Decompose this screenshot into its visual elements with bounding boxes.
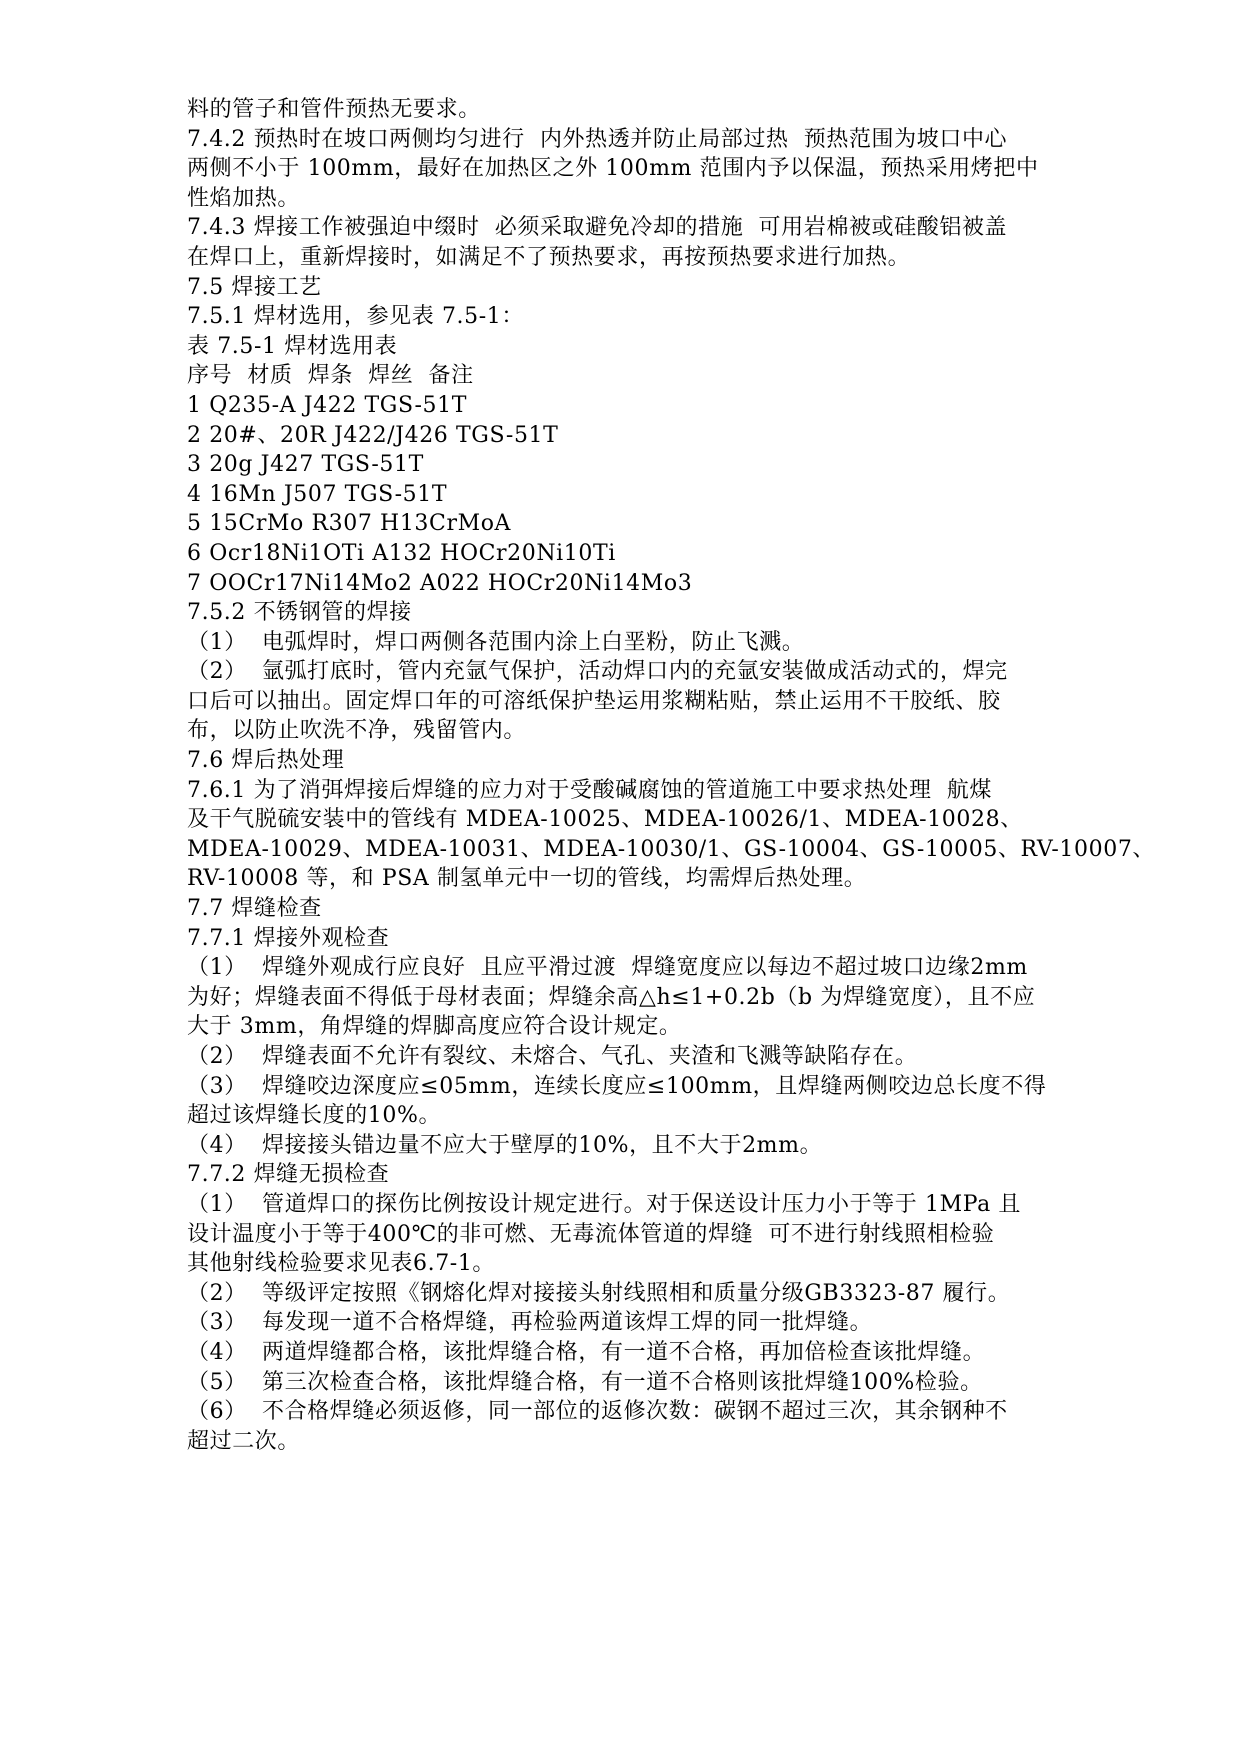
text-line: （6） 不合格焊缝必须返修，同一部位的返修次数：碳钢不超过三次，其余钢种不 (187, 1399, 1008, 1425)
text-line: 序号 材质 焊条 焊丝 备注 (187, 363, 474, 389)
text-line: 7.6 焊后热处理 (187, 748, 345, 774)
text-line: 1 Q235-A J422 TGS-51T (187, 392, 467, 418)
text-line: （4） 焊接接头错边量不应大于壁厚的10%，且不大于2mm。 (187, 1132, 823, 1158)
text-line: 7.6.1 为了消弭焊接后焊缝的应力对于受酸碱腐蚀的管道施工中要求热处理 航煤 (187, 777, 992, 803)
text-line: 7.5.2 不锈钢管的焊接 (187, 600, 412, 626)
text-line: 7.7.2 焊缝无损检查 (187, 1162, 390, 1188)
text-line: 两侧不小于 100mm，最好在加热区之外 100mm 范围内予以保温，预热采用烤把中 (187, 156, 1039, 182)
text-line: 及干气脱硫安装中的管线有 MDEA-10025、MDEA-10026/1、MDEA-10028、 (187, 807, 1023, 833)
text-line: 料的管子和管件预热无要求。 (187, 97, 481, 122)
text-line: （5） 第三次检查合格，该批焊缝合格，有一道不合格则该批焊缝100%检验。 (187, 1369, 983, 1395)
text-line: 表 7.5-1 焊材选用表 (187, 333, 398, 359)
text-line: （3） 焊缝咬边深度应≤05mm，连续长度应≤100mm，且焊缝两侧咬边总长度不得 (187, 1073, 1047, 1099)
text-line: 口后可以抽出。固定焊口年的可溶纸保护垫运用浆糊粘贴，禁止运用不干胶纸、胶 (187, 688, 1001, 714)
text-line: 7.7 焊缝检查 (187, 896, 322, 922)
text-line: 其他射线检验要求见表6.7-1。 (187, 1251, 496, 1277)
text-line: 为好；焊缝表面不得低于母材表面；焊缝余高△h≤1+0.2b（b 为焊缝宽度），且不应 (187, 984, 1036, 1010)
text-line: （3） 每发现一道不合格焊缝，再检验两道该焊工焊的同一批焊缝。 (187, 1310, 873, 1336)
text-line: 7.4.2 预热时在坡口两侧均匀进行 内外热透并防止局部过热 预热范围为坡口中心 (187, 126, 1008, 152)
text-line: 设计温度小于等于400℃的非可燃、无毒流体管道的焊缝 可不进行射线照相检验 (187, 1221, 995, 1247)
text-line: 布，以防止吹洗不净，残留管内。 (187, 718, 527, 744)
text-line: 2 20#、20R J422/J426 TGS-51T (187, 422, 559, 448)
text-line: 超过该焊缝长度的10%。 (187, 1103, 442, 1129)
text-line: 7.5 焊接工艺 (187, 274, 322, 300)
text-line: 5 15CrMo R307 H13CrMoA (187, 511, 512, 537)
text-line: 6 Ocr18Ni1OTi A132 HOCr20Ni10Ti (187, 540, 616, 566)
text-line: （1） 电弧焊时，焊口两侧各范围内涂上白垩粉，防止飞溅。 (187, 629, 805, 655)
text-line: 4 16Mn J507 TGS-51T (187, 481, 448, 507)
text-line: 超过二次。 (187, 1428, 301, 1454)
text-line: 大于 3mm，角焊缝的焊脚高度应符合设计规定。 (187, 1014, 682, 1040)
text-line: 7.4.3 焊接工作被强迫中缀时 必须采取避免冷却的措施 可用岩棉被或硅酸铝被盖 (187, 215, 1008, 241)
text-line: （4） 两道焊缝都合格，该批焊缝合格，有一道不合格，再加倍检查该批焊缝。 (187, 1339, 986, 1365)
text-line: MDEA-10029、MDEA-10031、MDEA-10030/1、GS-10004、GS-10005、RV-10007、 (187, 836, 1156, 862)
text-line: （1） 管道焊口的探伤比例按设计规定进行。对于保送设计压力小于等于 1MPa 且 (187, 1191, 1022, 1217)
text-line: 7.7.1 焊接外观检查 (187, 925, 390, 951)
text-line: 7 OOCr17Ni14Mo2 A022 HOCr20Ni14Mo3 (187, 570, 693, 596)
text-line: （2） 等级评定按照《钢熔化焊对接接头射线照相和质量分级GB3323-87 履行。 (187, 1280, 1011, 1306)
text-line: 3 20g J427 TGS-51T (187, 452, 424, 478)
text-line: 性焰加热。 (187, 185, 301, 211)
text-line: 在焊口上，重新焊接时，如满足不了预热要求，再按预热要求进行加热。 (187, 244, 911, 270)
text-line: RV-10008 等，和 PSA 制氢单元中一切的管线，均需焊后热处理。 (187, 866, 867, 892)
text-line: （2） 氩弧打底时，管内充氩气保护，活动焊口内的充氩安装做成活动式的，焊完 (187, 659, 1008, 685)
document-body (187, 95, 1156, 1456)
text-line: （2） 焊缝表面不允许有裂纹、未熔合、气孔、夹渣和飞溅等缺陷存在。 (187, 1044, 918, 1069)
text-line: （1） 焊缝外观成行应良好 且应平滑过渡 焊缝宽度应以每边不超过坡口边缘2mm (187, 955, 1028, 981)
text-line: 7.5.1 焊材选用，参见表 7.5-1： (187, 304, 524, 330)
